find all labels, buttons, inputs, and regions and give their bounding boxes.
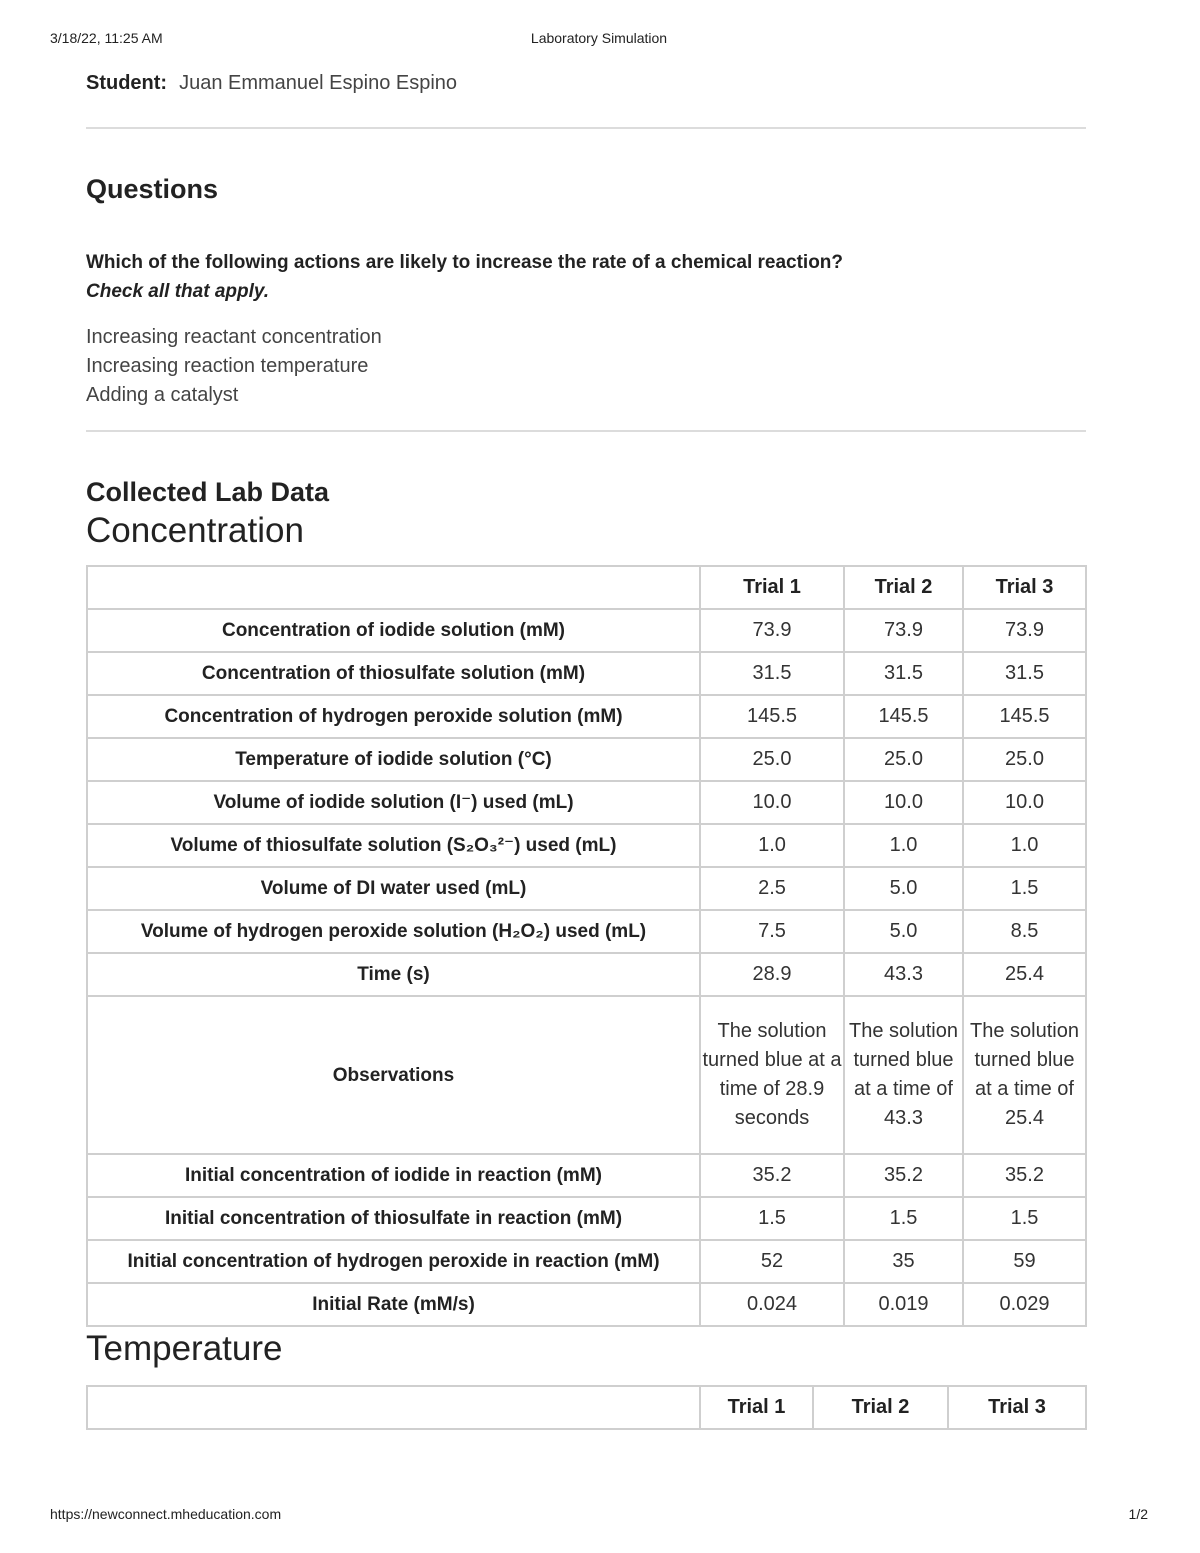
- divider: [86, 430, 1086, 432]
- cell-value: 35.2: [844, 1154, 963, 1197]
- print-header: [50, 30, 1148, 50]
- row-label: Volume of iodide solution (I⁻) used (mL): [87, 781, 700, 824]
- column-header: Trial 2: [844, 566, 963, 609]
- column-header: Trial 2: [813, 1386, 948, 1429]
- row-label: Initial concentration of hydrogen peroxide in reaction (mM): [87, 1240, 700, 1283]
- student-line: [86, 68, 1086, 98]
- row-label: Concentration of hydrogen peroxide solution (mM): [87, 695, 700, 738]
- cell-value: 0.024: [700, 1283, 844, 1326]
- row-label: Initial concentration of thiosulfate in reaction (mM): [87, 1197, 700, 1240]
- cell-value: 1.0: [963, 824, 1086, 867]
- cell-value: The solution turned blue at a time of 28.9 seconds: [700, 996, 844, 1154]
- table-row: [87, 910, 1086, 953]
- print-title: Laboratory Simulation: [530, 30, 668, 46]
- cell-value: 10.0: [700, 781, 844, 824]
- question-block: [86, 248, 1086, 306]
- cell-value: 31.5: [963, 652, 1086, 695]
- cell-value: 73.9: [700, 609, 844, 652]
- table-row: [87, 738, 1086, 781]
- table-row: [87, 781, 1086, 824]
- cell-value: 5.0: [844, 867, 963, 910]
- cell-value: 43.3: [844, 953, 963, 996]
- document-content: [86, 68, 1086, 1430]
- cell-value: 35.2: [963, 1154, 1086, 1197]
- cell-value: 145.5: [963, 695, 1086, 738]
- cell-value: The solution turned blue at a time of 25.4: [963, 996, 1086, 1154]
- row-label: Concentration of thiosulfate solution (mM): [87, 652, 700, 695]
- cell-value: The solution turned blue at a time of 43.3: [844, 996, 963, 1154]
- divider: [86, 127, 1086, 129]
- cell-value: 7.5: [700, 910, 844, 953]
- cell-value: 1.0: [700, 824, 844, 867]
- header-empty: [87, 1386, 700, 1429]
- cell-value: 25.4: [963, 953, 1086, 996]
- cell-value: 73.9: [844, 609, 963, 652]
- page-number: 1/2: [1128, 1506, 1148, 1522]
- table-row: [87, 824, 1086, 867]
- table-row: [87, 652, 1086, 695]
- cell-value: 145.5: [700, 695, 844, 738]
- table-row: [87, 1240, 1086, 1283]
- question-instruction: Check all that apply.: [86, 281, 270, 302]
- temperature-title: Temperature: [86, 1329, 283, 1368]
- cell-value: 10.0: [963, 781, 1086, 824]
- table-header-row: [87, 566, 1086, 609]
- row-label: Temperature of iodide solution (°C): [87, 738, 700, 781]
- table-header-row: [87, 1386, 1086, 1429]
- answer-item: Increasing reactant concentration: [86, 326, 382, 348]
- answer-item: Adding a catalyst: [86, 384, 239, 406]
- print-footer: [50, 1506, 1148, 1526]
- cell-value: 35.2: [700, 1154, 844, 1197]
- temperature-table: [86, 1385, 1087, 1430]
- cell-value: 1.5: [844, 1197, 963, 1240]
- column-header: Trial 1: [700, 566, 844, 609]
- question-text: Which of the following actions are likely to increase the rate of a chemical reaction?: [86, 252, 844, 273]
- cell-value: 1.0: [844, 824, 963, 867]
- cell-value: 28.9: [700, 953, 844, 996]
- cell-value: 52: [700, 1240, 844, 1283]
- concentration-title: Concentration: [86, 511, 304, 550]
- row-label: Initial concentration of iodide in reaction (mM): [87, 1154, 700, 1197]
- table-row: [87, 1283, 1086, 1326]
- row-label: Initial Rate (mM/s): [87, 1283, 700, 1326]
- table-row: [87, 953, 1086, 996]
- column-header: Trial 3: [948, 1386, 1086, 1429]
- answer-list: [86, 323, 1086, 410]
- cell-value: 2.5: [700, 867, 844, 910]
- table-row: [87, 695, 1086, 738]
- student-name: Juan Emmanuel Espino Espino: [179, 72, 458, 94]
- cell-value: 5.0: [844, 910, 963, 953]
- questions-heading: Questions: [86, 174, 219, 204]
- table-row: [87, 867, 1086, 910]
- concentration-table: [86, 565, 1087, 1327]
- student-label: Student:: [86, 72, 168, 94]
- cell-value: 25.0: [700, 738, 844, 781]
- table-row: [87, 1154, 1086, 1197]
- table-row-observations: [87, 996, 1086, 1154]
- cell-value: 0.029: [963, 1283, 1086, 1326]
- cell-value: 31.5: [844, 652, 963, 695]
- cell-value: 1.5: [963, 1197, 1086, 1240]
- print-date: 3/18/22, 11:25 AM: [50, 30, 163, 46]
- cell-value: 145.5: [844, 695, 963, 738]
- cell-value: 25.0: [844, 738, 963, 781]
- answer-item: Increasing reaction temperature: [86, 355, 369, 377]
- cell-value: 25.0: [963, 738, 1086, 781]
- cell-value: 35: [844, 1240, 963, 1283]
- row-label: Volume of thiosulfate solution (S₂O₃²⁻) used (mL): [87, 824, 700, 867]
- row-label: Volume of hydrogen peroxide solution (H₂O₂) used (mL): [87, 910, 700, 953]
- row-label: Time (s): [87, 953, 700, 996]
- row-label: Concentration of iodide solution (mM): [87, 609, 700, 652]
- cell-value: 1.5: [700, 1197, 844, 1240]
- row-label: Observations: [87, 996, 700, 1154]
- cell-value: 8.5: [963, 910, 1086, 953]
- cell-value: 0.019: [844, 1283, 963, 1326]
- lab-data-heading: Collected Lab Data: [86, 477, 330, 507]
- table-row: [87, 609, 1086, 652]
- cell-value: 73.9: [963, 609, 1086, 652]
- cell-value: 59: [963, 1240, 1086, 1283]
- column-header: Trial 3: [963, 566, 1086, 609]
- cell-value: 10.0: [844, 781, 963, 824]
- column-header: Trial 1: [700, 1386, 813, 1429]
- cell-value: 1.5: [963, 867, 1086, 910]
- header-empty: [87, 566, 700, 609]
- print-url: https://newconnect.mheducation.com: [50, 1506, 282, 1522]
- table-row: [87, 1197, 1086, 1240]
- cell-value: 31.5: [700, 652, 844, 695]
- row-label: Volume of DI water used (mL): [87, 867, 700, 910]
